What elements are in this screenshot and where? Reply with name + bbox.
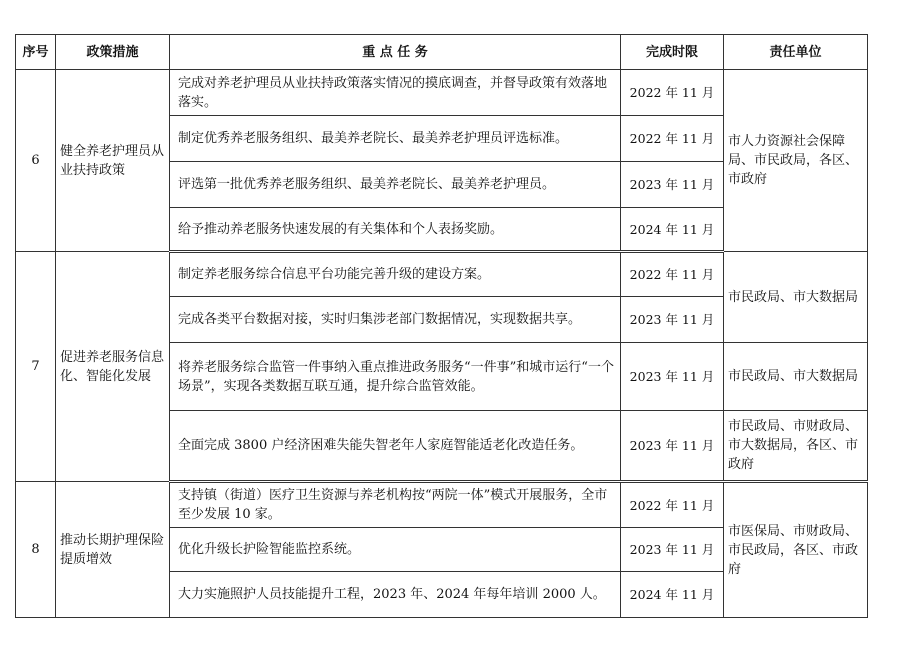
task-cell: 评选第一批优秀养老服务组织、最美养老院长、最美养老护理员。 [170, 162, 621, 208]
task-cell: 制定养老服务综合信息平台功能完善升级的建设方案。 [170, 252, 621, 297]
task-cell: 制定优秀养老服务组织、最美养老院长、最美养老护理员评选标准。 [170, 116, 621, 162]
table-row [16, 252, 868, 297]
task-cell: 支持镇（街道）医疗卫生资源与养老机构按“两院一体”模式开展服务，全市至少发展 10 家。 [170, 482, 621, 528]
task-cell: 优化升级长护险智能监控系统。 [170, 528, 621, 572]
task-cell: 大力实施照护人员技能提升工程，2023 年、2024 年每年培训 2000 人。 [170, 572, 621, 618]
row-number: 7 [16, 252, 56, 482]
header-no: 序号 [16, 35, 56, 70]
deadline-cell: 2022 年 11 月 [621, 116, 724, 162]
task-cell: 将养老服务综合监管一件事纳入重点推进政务服务“一件事”和城市运行“一个场景”，实现各类数据互联互通，提升综合监管效能。 [170, 343, 621, 411]
policy-task-table [15, 34, 868, 618]
responsible-unit: 市人力资源社会保障局、市民政局，各区、市政府 [724, 70, 868, 252]
deadline-cell: 2023 年 11 月 [621, 162, 724, 208]
table-row [16, 70, 868, 116]
deadline-cell: 2023 年 11 月 [621, 297, 724, 343]
deadline-cell: 2024 年 11 月 [621, 572, 724, 618]
task-cell: 完成对养老护理员从业扶持政策落实情况的摸底调查，并督导政策有效落地落实。 [170, 70, 621, 116]
responsible-unit: 市民政局、市大数据局 [724, 343, 868, 411]
deadline-cell: 2023 年 11 月 [621, 528, 724, 572]
deadline-cell: 2024 年 11 月 [621, 208, 724, 252]
task-cell: 全面完成 3800 户经济困难失能失智老年人家庭智能适老化改造任务。 [170, 411, 621, 482]
header-time: 完成时限 [621, 35, 724, 70]
deadline-cell: 2022 年 11 月 [621, 482, 724, 528]
deadline-cell: 2022 年 11 月 [621, 70, 724, 116]
responsible-unit: 市民政局、市财政局、市大数据局，各区、市政府 [724, 411, 868, 482]
task-cell: 完成各类平台数据对接，实时归集涉老部门数据情况，实现数据共享。 [170, 297, 621, 343]
policy-measure: 健全养老护理员从业扶持政策 [56, 70, 170, 252]
task-cell: 给予推动养老服务快速发展的有关集体和个人表扬奖励。 [170, 208, 621, 252]
header-measure: 政策措施 [56, 35, 170, 70]
row-number: 8 [16, 482, 56, 618]
table-row [16, 482, 868, 528]
deadline-cell: 2023 年 11 月 [621, 411, 724, 482]
row-number: 6 [16, 70, 56, 252]
header-task: 重 点 任 务 [170, 35, 621, 70]
deadline-cell: 2023 年 11 月 [621, 343, 724, 411]
responsible-unit: 市医保局、市财政局、市民政局，各区、市政府 [724, 482, 868, 618]
policy-measure: 推动长期护理保险提质增效 [56, 482, 170, 618]
policy-measure: 促进养老服务信息化、智能化发展 [56, 252, 170, 482]
header-unit: 责任单位 [724, 35, 868, 70]
table-header-row [16, 35, 868, 70]
deadline-cell: 2022 年 11 月 [621, 252, 724, 297]
responsible-unit: 市民政局、市大数据局 [724, 252, 868, 343]
